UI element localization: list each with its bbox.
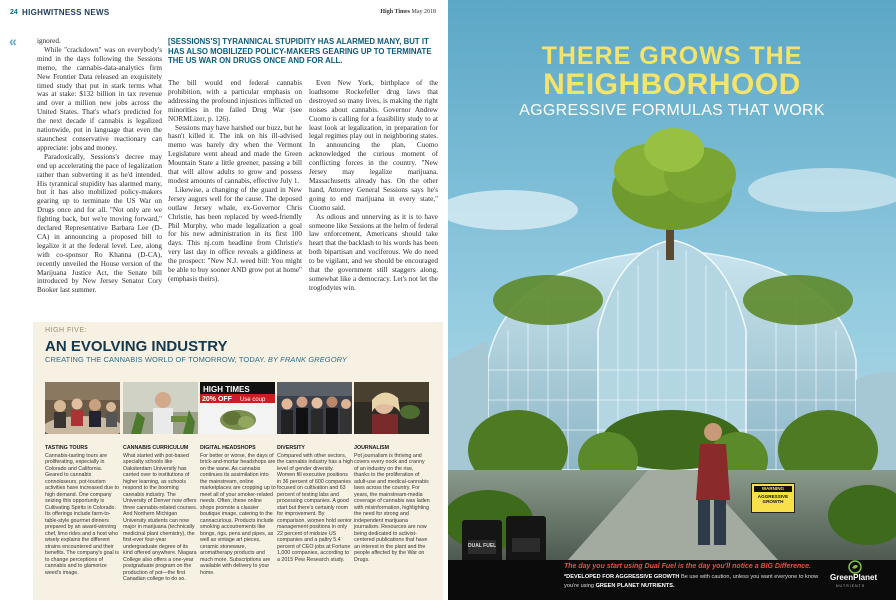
warning-sign — [751, 483, 795, 513]
item-text: What started with pot-based specialty schools like Oaksterdam University has carried over to institutions of higher learning, as schools respond to the booming cannabis industry. The University of Denver now offers three cannabis-related courses. And Northern Michigan University students can now major in marijuana (technically medicinal plant chemistry), the first-ever four-year undergraduate degree of its kind offered anywhere. Niagara College also offers a one-year postgraduate program on the production of pot—the first Canadian college to do so. — [123, 452, 198, 582]
sidebar-kicker: HIGH FIVE: — [45, 327, 87, 334]
paragraph: ignored. — [37, 37, 61, 45]
tasting-tours-photo — [45, 382, 120, 434]
item-digital-headshops — [200, 445, 276, 576]
pull-quote: [SESSIONS'S] TYRANNICAL STUPIDITY HAS ALARMED MANY, BUT IT HAS ALSO MOBILIZED POLICY-MAKERS GEARING UP TO TERMINATE THE US WAR ON DRUGS ONCE AND FOR ALL. — [168, 37, 432, 66]
headline-line-3: AGGRESSIVE FORMULAS THAT WORK — [519, 102, 825, 119]
paragraph: Likewise, a changing of the guard in New Jersey augurs well for the cause. The deposed outlaw Jersey whale, ex-Governor Chris Christie, has been replaced by weed-friendly Phil Murphy, who made legalization a goal for his new administration in its first 100 days. This nj.com headline from Christie's very last day in office reveals a giddiness at the prospect: "New N.J. weed bill: You might be able to buy sooner AND grow pot at home" (emphasis theirs). — [168, 185, 302, 283]
promo-text: 20% OFF — [202, 396, 232, 403]
item-text: Cannabis-tasting tours are proliferating, especially in Colorado and California. Geared to cannabis connoisseurs, pot-tourism activities have increased due to high demand. One company seizing this opportunity is Cultivating Spirits in Colorado. Its offerings include farm-to-table-style gourmet dinners prepared by an award-winning chef, limo rides and a host who wisely explains the different strains encountered and their benefits. The company's goal is to change perceptions of cannabis and to glamorize weed's image. — [45, 452, 119, 576]
item-text: Pot journalism is thriving and covers every nook and cranny of an industry on the rise, thanks to the proliferation of adult-use and medical-cannabis laws across the country. For years, the mainstream-media coverage of cannabis was laden with misinformation, highlighting the need for strong and independent marijuana journalism. Resources are now being dedicated to activist-centered publications that have an interest in the plant and the people affected by the War on Drugs. — [354, 452, 430, 563]
brand-subtitle: NUTRIENTS — [836, 584, 866, 588]
warning-title: WARNING — [754, 486, 792, 492]
magazine-folio — [380, 9, 436, 15]
item-journalism — [354, 445, 430, 563]
item-heading: DIVERSITY — [277, 445, 305, 451]
magazine-name: High Times — [380, 9, 410, 15]
paragraph: While "crackdown" was on everybody's mind in the days following the Sessions memo, the cannabis-data-analytics firm New Frontier Data released an exquisitely timed study that put in stark terms what was at stake: $132 billion in tax revenue and over a million new jobs across the United States. That's what's predicted for the next decade if cannabis is legalized nationwide, put in language that even the staunchest conservative reactionary can appreciate: jobs and money. — [37, 45, 162, 152]
disclaimer2-text: you're using — [564, 583, 594, 589]
right-page-advertisement — [448, 0, 896, 600]
journalism-photo — [354, 382, 429, 434]
green-planet-logo-icon — [848, 560, 862, 574]
disclaimer2-bold: GREEN PLANET NUTRIENTS. — [595, 583, 675, 589]
brand-name: GreenPlanet — [830, 573, 878, 582]
disclaimer-bold: *DEVELOPED FOR AGGRESSIVE GROWTH — [564, 574, 680, 580]
byline: BY FRANK GREGORY — [267, 355, 348, 364]
section-title: HIGHWITNESS NEWS — [22, 8, 110, 17]
digital-headshops-photo — [200, 382, 275, 434]
paragraph: Even New York, birthplace of the loathsome Rockefeller drug laws that destroyed so many lives, is making the right noises about cannabis. Governor Andrew Cuomo is calling for a feasibility study to at least look at legalization, in preparation for legal regimes play out in neighboring states. In announcing the plan, Cuomo acknowledged the curious moment of conflicting forces in the country. "New Jersey may legalize marijuana. Massachusetts already has. On the other hand, Attorney General Sessions says he's going to end marijuana in every state," Cuomo said. — [309, 79, 438, 212]
paragraph: Paradoxically, Sessions's decree may end up accelerating the pace of legalization rather than subverting it as he'd intended. His tyrannical stupidity has alarmed many, but it has also mobilized policy-makers gearing up to terminate the US War on Drugs once and for all. "Not only are we fighting back, but we're moving forward," declared Representative Barbara Lee (D-CA) in announcing a proposed bill to legalize it at the federal level. Lee, along with co-sponsor Ro Khanna (D-CA), recently unveiled the House version of the Marijuana Justice Act, the Senate bill introduced by New Jersey Senator Cory Booker last summer. — [37, 152, 162, 295]
item-tasting-tours — [45, 445, 121, 576]
page-number: 24 — [10, 9, 18, 16]
paragraph: Sessions may have harshed our buzz, but he hasn't killed it. The ink on his ill-advised memo was barely dry when the Vermont Legislature went ahead and made the Green Mountain State a little greener, passing a bill that will allow adults to grow and possess modest amounts of cannabis, effective July 1. — [168, 123, 302, 185]
paragraph: As odious and unnerving as it is to have someone like Sessions at the helm of federal law enforcement, Americans should take heart that the backlash to his words has been both bipartisan and vociferous. We do need to be vigilant, and we should be encouraged that the government still staggers along, somewhat like a democracy. Let's not let the troglodytes win. — [309, 212, 438, 292]
item-heading: DIGITAL HEADSHOPS — [200, 445, 256, 451]
high-times-logo: HIGH TIMES — [203, 385, 250, 394]
subtitle-text: CREATING THE CANNABIS WORLD OF TOMORROW, TODAY. — [45, 355, 266, 364]
item-heading: TASTING TOURS — [45, 445, 88, 451]
ad-disclaimer-2 — [564, 583, 675, 589]
item-diversity — [277, 445, 353, 563]
sidebar-title: AN EVOLVING INDUSTRY — [45, 338, 228, 355]
item-text: Compared with other sectors, the cannabis industry has a high level of gender diversity. Women fill executive positions in 36 percent of 600 companies focused on cultivation and 63 percent of testing labs and processing companies. A good start but there's certainly room for improvement. By comparison, women hold senior management positions in only 22 percent of midsize US companies and a paltry 5.4 percent of CEO jobs at Fortune 1,000 companies, according to a 2015 Pew Research study. — [277, 452, 353, 563]
cannabis-curriculum-photo — [123, 382, 198, 434]
article-column-1 — [9, 33, 162, 295]
high-five-sidebar — [33, 322, 443, 600]
bottle-label: DUAL FUEL — [468, 543, 497, 549]
issue-date: May 2018 — [411, 9, 436, 15]
item-heading: CANNABIS CURRICULUM — [123, 445, 189, 451]
continued-quote-icon: « — [9, 33, 17, 49]
diversity-photo — [277, 382, 352, 434]
headline-line-2: NEIGHBORHOOD — [543, 68, 801, 101]
paragraph: The bill would end federal cannabis prohibition, with a particular emphasis on addressing the profound injustices inflicted on minorities in the failed Drug War (see NORMLizer, p. 126). — [168, 79, 302, 123]
article-column-3 — [309, 79, 438, 293]
ad-tagline: The day you start using Dual Fuel is the day you'll notice a BIG Difference. — [564, 563, 811, 570]
headline-line-1: THERE GROWS THE — [541, 42, 803, 70]
item-text: For better or worse, the days of brick-and-mortar headshops are on the wane. As cannabis continues its assimilation into the mainstream, online marketplaces are cropping up to meet all of your smoker-related needs. Often, these online shops promote a classier boutique image, catering to the cannacurious. Products include smoking accoutrements like bongs, rigs, pens and pipes, as well as vintage art pieces, ceramic stoneware, aromatherapy products and much more. Subscriptions are available with delivery to your home. — [200, 452, 276, 576]
item-heading: JOURNALISM — [354, 445, 390, 451]
coupon-text: Use coup — [240, 397, 266, 403]
disclaimer-text: Be use with caution, unless you want everyone to know — [680, 574, 819, 580]
warning-text: AGGRESSIVE GROWTH — [757, 493, 789, 505]
item-cannabis-curriculum — [123, 445, 199, 583]
ad-disclaimer — [564, 574, 818, 580]
sidebar-subtitle — [45, 355, 347, 364]
page-header — [0, 0, 448, 26]
article-column-2 — [168, 79, 302, 284]
